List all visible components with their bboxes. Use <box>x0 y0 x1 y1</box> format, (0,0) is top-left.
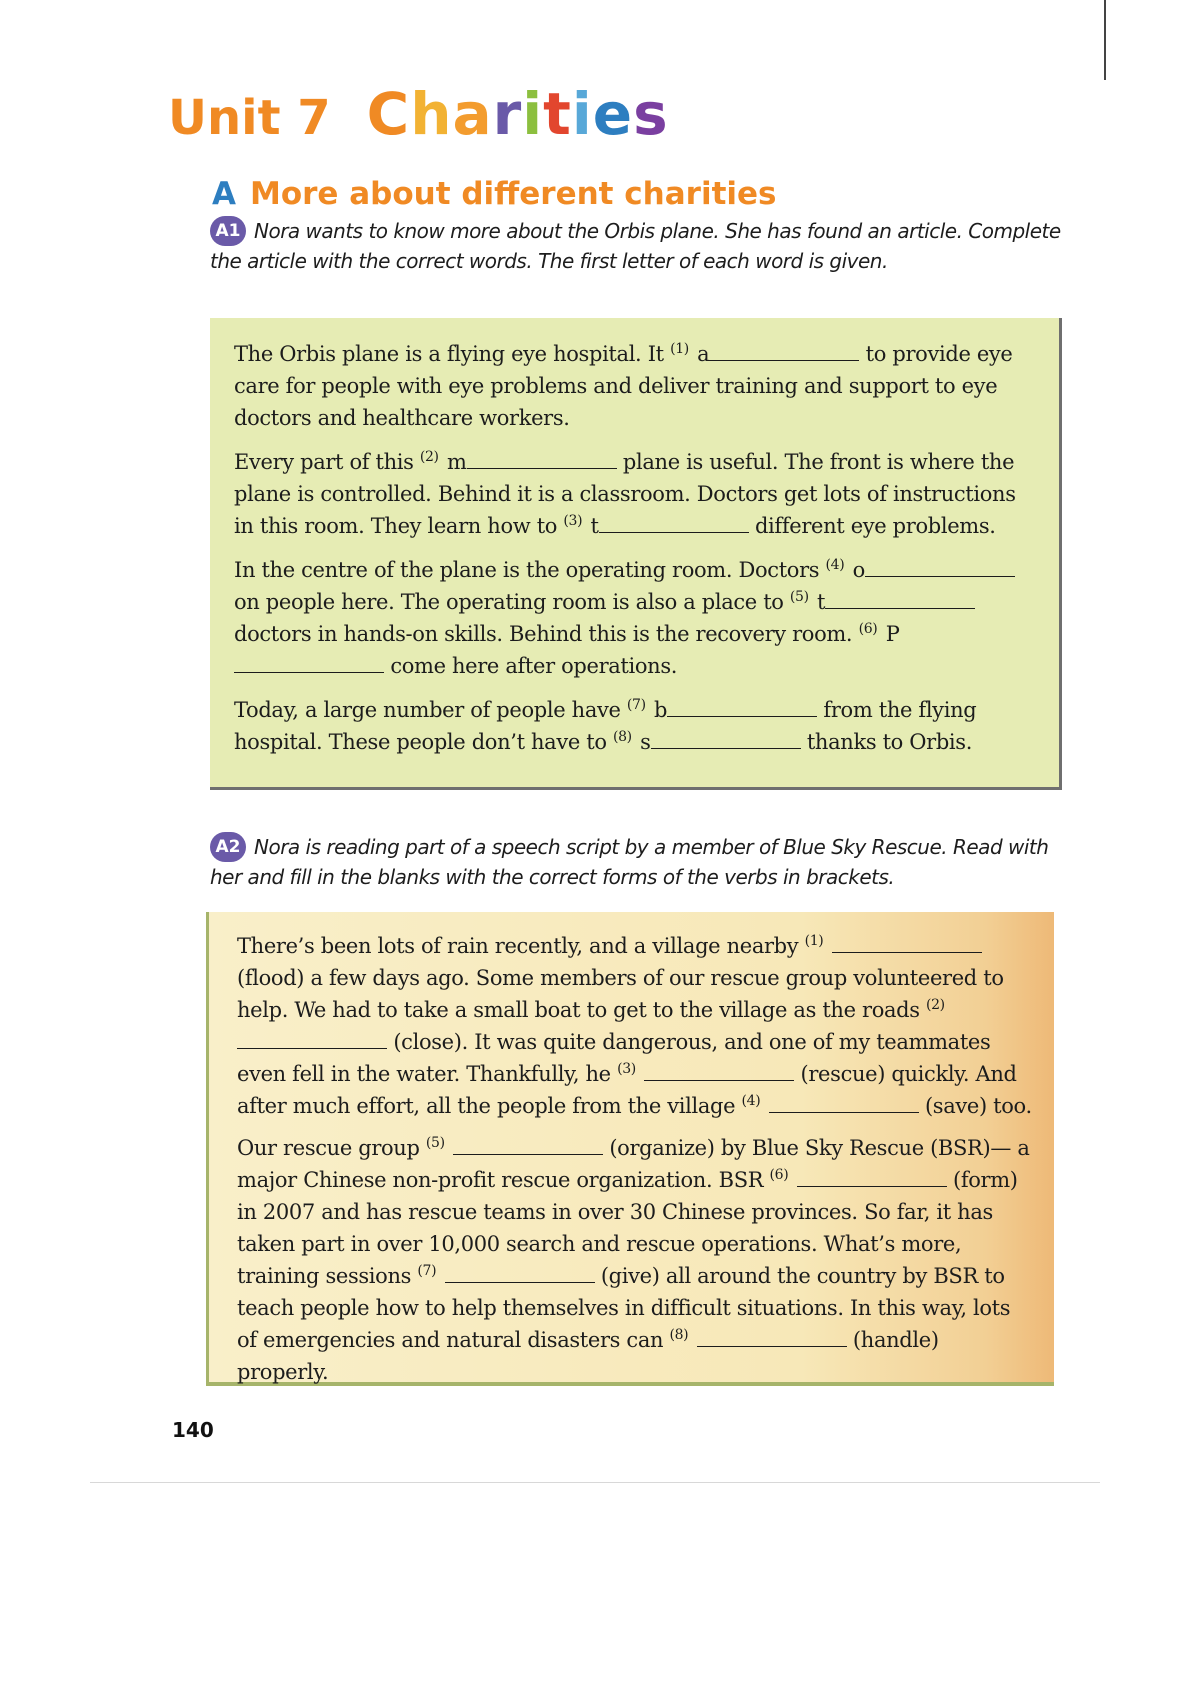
answer-blank-8[interactable] <box>697 1324 847 1347</box>
section-letter: A <box>212 176 236 212</box>
unit-name-letter: i <box>522 80 544 148</box>
text: (organize) by Blue Sky Rescue (BSR)— a major Chinese non-profit rescue organization. BSR <box>237 1136 1030 1192</box>
blank-number: (2) <box>926 997 945 1013</box>
text: Today, a large number of people have <box>234 698 627 722</box>
unit-heading <box>168 80 669 150</box>
blank-number: (1) <box>670 341 689 357</box>
unit-name-letter: t <box>543 80 572 148</box>
blank-number: (4) <box>825 557 845 573</box>
unit-label: Unit 7 <box>168 90 331 146</box>
a2-paragraph-2 <box>237 1132 1034 1388</box>
text: to provide eye care for people with eye problems and deliver training and support to eye doctors and healthcare workers. <box>234 342 1013 430</box>
a1-instruction <box>210 216 1070 276</box>
text: thanks to Orbis. <box>800 730 973 754</box>
text: from the flying hospital. These people don’t have to <box>234 698 977 754</box>
a1-instruction-text: Nora wants to know more about the Orbis plane. She has found an article. Complete the article with the correct words. The first letter of each word is given. <box>210 219 1061 273</box>
answer-blank-6[interactable] <box>797 1164 947 1187</box>
unit-name-letter: s <box>633 80 669 148</box>
blank-first-letter: a <box>690 342 710 366</box>
unit-name-letter: r <box>492 80 523 148</box>
blank-number: (7) <box>417 1263 437 1279</box>
a2-instruction <box>210 832 1070 892</box>
unit-name-letter: h <box>410 80 453 148</box>
answer-blank-7[interactable] <box>667 694 817 717</box>
a2-badge: A2 <box>210 832 246 862</box>
a1-paragraph-1 <box>234 338 1035 434</box>
text: There’s been lots of rain recently, and a village nearby <box>237 934 805 958</box>
blank-number: (3) <box>563 513 583 529</box>
answer-blank-3[interactable] <box>644 1058 794 1081</box>
a1-paragraph-4 <box>234 694 1035 758</box>
text: Our rescue group <box>237 1136 426 1160</box>
answer-blank-4[interactable] <box>769 1090 919 1113</box>
blank-number: (4) <box>741 1093 761 1109</box>
text: (give) all around the country by BSR to teach people how to help themselves in difficult situations. In this way, lots of emergencies and natural disasters can <box>237 1264 1011 1352</box>
text: (save) too. <box>918 1094 1032 1118</box>
answer-blank-1[interactable] <box>832 930 982 953</box>
blank-first-letter: P <box>879 622 900 646</box>
text: (form) in 2007 and has rescue teams in over 30 Chinese provinces. So far, it has taken part in over 10,000 search and rescue operations. What’s more, training sessions <box>237 1168 1018 1288</box>
answer-blank-1[interactable] <box>709 338 859 361</box>
blank-number: (3) <box>617 1061 636 1077</box>
a2-paragraph-1 <box>237 930 1034 1122</box>
text: In the centre of the plane is the operating room. Doctors <box>234 558 826 582</box>
answer-blank-7[interactable] <box>445 1260 595 1283</box>
text: doctors in hands-on skills. Behind this is the recovery room. <box>234 622 859 646</box>
answer-blank-3[interactable] <box>599 510 749 533</box>
text: (close). It was quite dangerous, and one of my teammates even fell in the water. Thankfully, he <box>237 1030 991 1086</box>
blank-number: (6) <box>858 621 878 637</box>
text: different eye problems. <box>748 514 996 538</box>
a1-paragraph-2 <box>234 446 1035 542</box>
blank-first-letter: t <box>810 590 826 614</box>
blank-number: (8) <box>669 1327 689 1343</box>
footer-rule <box>90 1482 1100 1483</box>
blank-number: (1) <box>804 933 824 949</box>
text: (rescue) quickly. And after much effort, all the people from the village <box>237 1062 1017 1118</box>
answer-blank-2[interactable] <box>467 446 617 469</box>
unit-name-letter: i <box>571 80 593 148</box>
a1-article-box <box>210 318 1062 790</box>
text: The Orbis plane is a flying eye hospital. It <box>234 342 671 366</box>
text: on people here. The operating room is also a place to <box>234 590 790 614</box>
answer-blank-8[interactable] <box>651 726 801 749</box>
blank-first-letter: s <box>633 730 651 754</box>
blank-first-letter: m <box>440 450 467 474</box>
a1-badge: A1 <box>210 216 246 246</box>
text: come here after operations. <box>384 654 678 678</box>
unit-name-letter: C <box>366 80 411 148</box>
page-number: 140 <box>172 1418 214 1442</box>
blank-first-letter: o <box>846 558 865 582</box>
blank-number: (2) <box>419 449 439 465</box>
unit-name <box>367 80 669 148</box>
text: (flood) a few days ago. Some members of our rescue group volunteered to help. We had to take a small boat to get to the village as the roads <box>237 966 1004 1022</box>
blank-number: (7) <box>626 697 646 713</box>
answer-blank-5[interactable] <box>825 586 975 609</box>
blank-first-letter: b <box>647 698 668 722</box>
blank-number: (5) <box>425 1135 445 1151</box>
text: (handle) properly. <box>237 1328 939 1384</box>
unit-name-letter: e <box>592 80 634 148</box>
answer-blank-5[interactable] <box>453 1132 603 1155</box>
blank-number: (8) <box>612 729 632 745</box>
text: plane is useful. The front is where the plane is controlled. Behind it is a classroom. Doctors get lots of instructions in this room. They learn how to <box>234 450 1016 538</box>
text: Every part of this <box>234 450 420 474</box>
unit-name-letter: a <box>452 80 493 148</box>
answer-blank-2[interactable] <box>237 1026 387 1049</box>
page-edge-mark <box>1104 0 1106 80</box>
section-title: More about different charities <box>250 176 777 212</box>
a2-instruction-text: Nora is reading part of a speech script by a member of Blue Sky Rescue. Read with her and fill in the blanks with the correct forms of the verbs in brackets. <box>210 835 1049 889</box>
blank-number: (6) <box>769 1167 789 1183</box>
section-heading <box>212 176 777 212</box>
blank-number: (5) <box>789 589 809 605</box>
a2-speech-box <box>206 912 1054 1386</box>
answer-blank-4[interactable] <box>865 554 1015 577</box>
blank-first-letter: t <box>584 514 599 538</box>
answer-blank-6[interactable] <box>234 650 384 673</box>
a1-paragraph-3 <box>234 554 1035 682</box>
